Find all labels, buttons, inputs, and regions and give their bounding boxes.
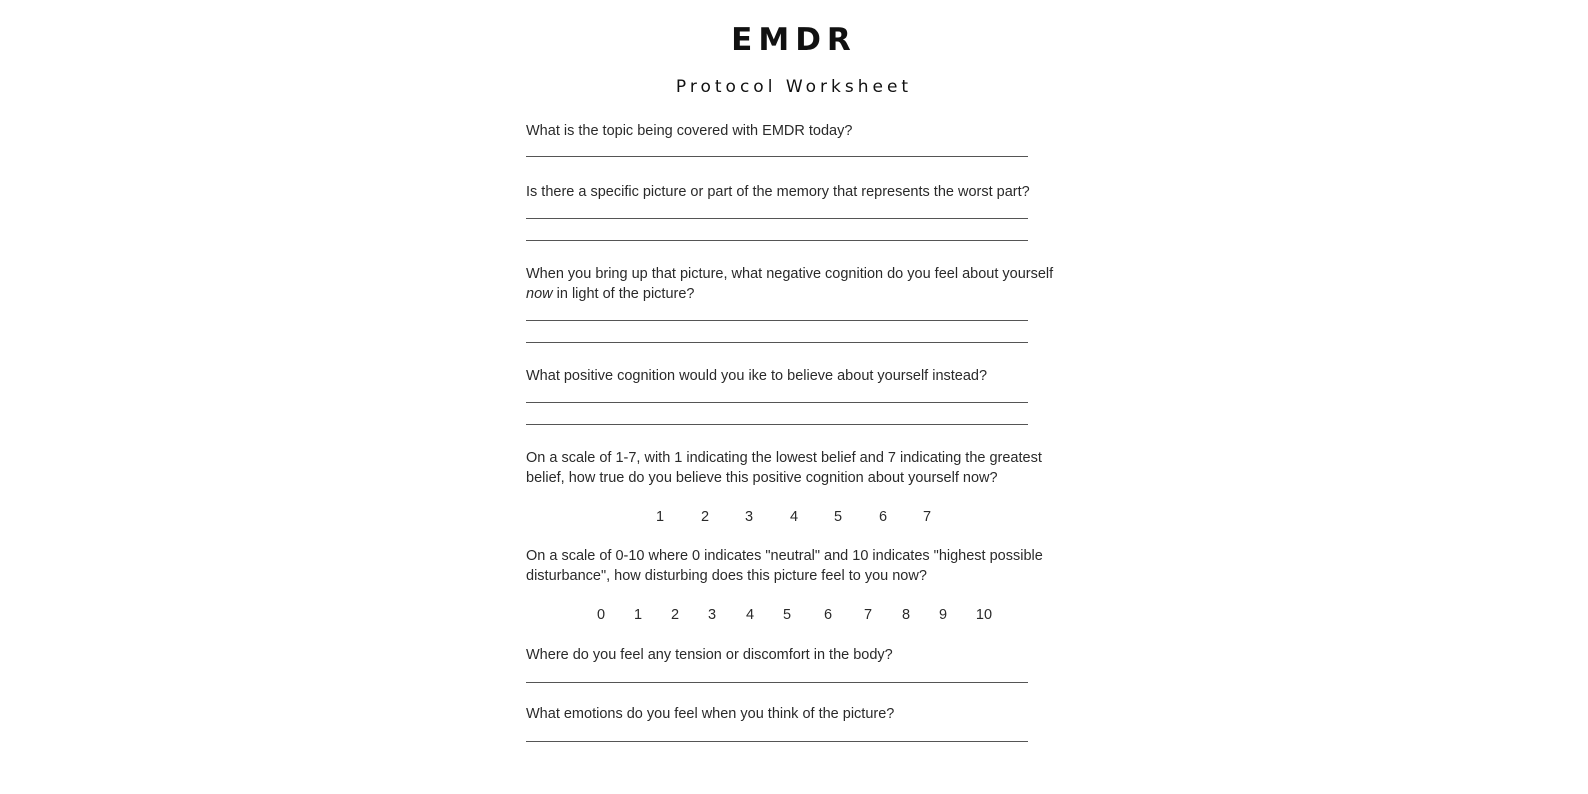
- question-negative-cognition-text-end: in light of the picture?: [552, 285, 695, 302]
- scale-option[interactable]: 0: [596, 607, 606, 623]
- scale-option[interactable]: 2: [670, 607, 680, 623]
- question-body-tension: Where do you feel any tension or discomfort in the body?: [526, 647, 893, 663]
- disturbance-scale-0-10: [0, 607, 1588, 627]
- question-disturbance-scale-line1: On a scale of 0-10 where 0 indicates "neutral" and 10 indicates "highest possible: [526, 548, 1043, 564]
- scale-option[interactable]: 1: [655, 509, 665, 525]
- answer-line-negative-cognition-2[interactable]: [526, 342, 1028, 343]
- answer-line-topic[interactable]: [526, 156, 1028, 157]
- scale-option[interactable]: 5: [833, 509, 843, 525]
- scale-option[interactable]: 10: [975, 607, 993, 623]
- scale-option[interactable]: 6: [823, 607, 833, 623]
- answer-line-worst-part-1[interactable]: [526, 218, 1028, 219]
- scale-option[interactable]: 3: [744, 509, 754, 525]
- question-belief-scale-line2: belief, how true do you believe this positive cognition about yourself now?: [526, 469, 998, 486]
- scale-option[interactable]: 5: [782, 607, 792, 623]
- scale-option[interactable]: 2: [700, 509, 710, 525]
- answer-line-negative-cognition-1[interactable]: [526, 320, 1028, 321]
- scale-option[interactable]: 7: [922, 509, 932, 525]
- scale-option[interactable]: 3: [707, 607, 717, 623]
- question-belief-scale-line1: On a scale of 1-7, with 1 indicating the lowest belief and 7 indicating the greatest: [526, 450, 1042, 466]
- question-belief-scale: [526, 449, 1066, 488]
- answer-line-worst-part-2[interactable]: [526, 240, 1028, 241]
- answer-line-emotions[interactable]: [526, 741, 1028, 742]
- question-negative-cognition-text: When you bring up that picture, what negative cognition do you feel about yourself: [526, 266, 1054, 282]
- question-topic: What is the topic being covered with EMDR today?: [526, 123, 853, 139]
- question-positive-cognition: What positive cognition would you ike to believe about yourself instead?: [526, 368, 988, 384]
- question-disturbance-scale-line2: disturbance", how disturbing does this picture feel to you now?: [526, 567, 927, 584]
- answer-line-positive-cognition-1[interactable]: [526, 402, 1028, 403]
- scale-option[interactable]: 8: [901, 607, 911, 623]
- answer-line-body-tension[interactable]: [526, 682, 1028, 683]
- scale-option[interactable]: 7: [863, 607, 873, 623]
- scale-option[interactable]: 9: [938, 607, 948, 623]
- question-negative-cognition: [526, 265, 1066, 304]
- question-worst-part: Is there a specific picture or part of the memory that represents the worst part?: [526, 184, 1030, 200]
- answer-line-positive-cognition-2[interactable]: [526, 424, 1028, 425]
- scale-option[interactable]: 4: [789, 509, 799, 525]
- page-subtitle: Protocol Worksheet: [675, 77, 913, 97]
- belief-scale-1-7: [0, 509, 1588, 529]
- scale-option[interactable]: 4: [745, 607, 755, 623]
- question-negative-cognition-emphasis: now: [526, 285, 553, 302]
- scale-option[interactable]: 6: [878, 509, 888, 525]
- scale-option[interactable]: 1: [633, 607, 643, 623]
- question-emotions: What emotions do you feel when you think of the picture?: [526, 706, 895, 722]
- question-disturbance-scale: [526, 547, 1066, 586]
- page-title: EMDR: [731, 22, 857, 58]
